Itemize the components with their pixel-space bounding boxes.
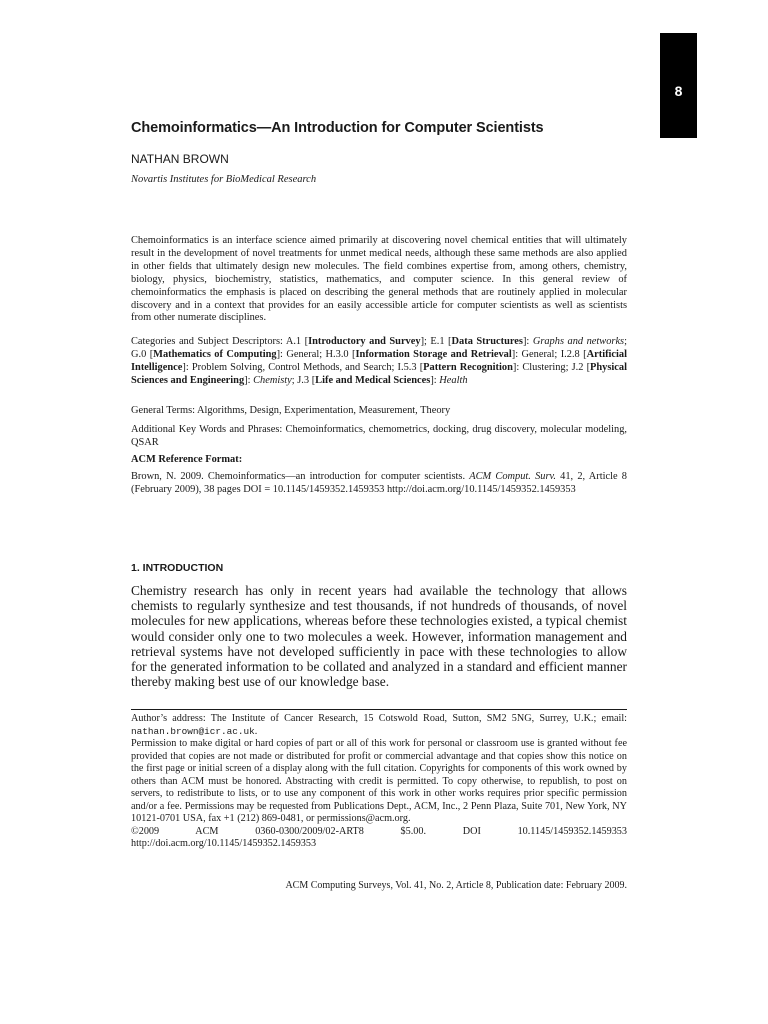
section-heading: 1. INTRODUCTION [131, 562, 224, 574]
abstract-text: Chemoinformatics is an interface science aimed primarily at discovering novel chemical entities that will ultimately result in the development of novel treatments for unmet medical needs, although these same methods are also applied in other fields that ultimately design new molecules. The field combines expertise from, among others, chemistry, biology, physics, biochemistry, statistics, mathematics, and computer science. In this general review of chemoinformatics the emphasis is placed on describing the general methods that are routinely applied in molecular discovery and in a context that provides for an easily accessible article for computer scientists as well as scientists from other numerate disciplines. [131, 235, 627, 324]
address-text: Author’s address: The Institute of Cancer Research, 15 Cotswold Road, Sutton, SM2 5NG, Surrey, U.K.; email: [131, 713, 627, 724]
category-italic: Graphs and networks [532, 336, 625, 347]
categories-text: ]: Problem Solving, Control Methods, and Search; I.5.3 [ [182, 361, 424, 373]
categories-descriptors [131, 336, 627, 388]
category-bold: Data Structures [451, 336, 523, 347]
copyright-notice: ©2009 ACM 0360-0300/2009/02-ART8 $5.00. DOI 10.1145/1459352.1459353 http://doi.acm.org/10.1145/1459352.1459353 [131, 825, 627, 849]
address-end: . [254, 725, 258, 737]
category-bold: Artificial Intelligence [131, 348, 628, 373]
key-words: Additional Key Words and Phrases: Chemoinformatics, chemometrics, docking, drug discovery, molecular modeling, QSAR [131, 424, 627, 448]
category-bold: Life and Medical Sciences [315, 374, 431, 386]
author-address [131, 713, 627, 738]
general-terms: General Terms: Algorithms, Design, Experimentation, Measurement, Theory [131, 405, 451, 416]
category-bold: Pattern Recognition [423, 361, 513, 373]
categories-text: ; J.3 [ [291, 374, 316, 386]
author-email: nathan.brown@icr.ac.uk [131, 725, 255, 737]
categories-text: ]: Clustering; J.2 [ [512, 361, 591, 373]
introduction-paragraph: Chemistry research has only in recent years had available the technology that allows chemists to regularly synthesize and test thousands, if not hundreds of thousands, of novel molecules for new applications, whereas before these technologies existed, a typical chemist would consider only one to two molecules a week. However, information management and retrieval systems have not developed sufficiently in pace with these technologies to allow for the generated information to be collated and analyzed in a standard and efficient manner thereby making best use of our knowledge base. [131, 583, 627, 690]
reference-format-citation [131, 471, 627, 497]
categories-text: Categories and Subject Descriptors: A.1 [ [131, 336, 309, 347]
reference-format-heading: ACM Reference Format: [131, 454, 243, 465]
categories-text: ]: General; H.3.0 [ [276, 348, 356, 360]
author-affiliation: Novartis Institutes for BioMedical Research [131, 174, 317, 185]
categories-text: ]: General; I.2.8 [ [511, 348, 587, 360]
footnotes [131, 713, 627, 851]
categories-text: ]; E.1 [ [420, 336, 452, 347]
category-italic: Chemisty [253, 374, 292, 386]
paper-title: Chemoinformatics—An Introduction for Computer Scientists [131, 120, 544, 136]
categories-text: ; G.0 [ [131, 336, 627, 360]
category-italic: Health [439, 374, 468, 386]
category-bold: Mathematics of Computing [153, 348, 277, 360]
category-bold: Introductory and Survey [308, 336, 421, 347]
abstract [131, 235, 627, 325]
page-number: 8 [674, 83, 683, 99]
category-bold: Information Storage and Retrieval [355, 348, 512, 360]
category-bold: Physical Sciences and Engineering [131, 361, 627, 386]
page-number-tab [660, 33, 697, 138]
citation-text: 41, 2, Article 8 (February 2009), 38 pages DOI = 10.1145/1459352.1459353 http://doi.acm.org/10.1145/1459352.1459353 [131, 471, 627, 495]
journal-footer: ACM Computing Surveys, Vol. 41, No. 2, Article 8, Publication date: February 2009. [285, 880, 627, 891]
categories-text: ]: [522, 336, 533, 347]
footnote-divider [131, 709, 627, 710]
author-name: NATHAN BROWN [131, 152, 229, 166]
categories-text: ]: [244, 374, 254, 386]
citation-text: Brown, N. 2009. Chemoinformatics—an introduction for computer scientists. [131, 471, 470, 482]
citation-journal: ACM Comput. Surv. [469, 471, 556, 482]
categories-text: ]: [430, 374, 440, 386]
permission-notice: Permission to make digital or hard copies of part or all of this work for personal or classroom use is granted without fee provided that copies are not made or distributed for profit or commercial advantage and that copies show this notice on the first page or initial screen of a display along with the full citation. Copyrights for components of this work owned by others than ACM must be honored. Abstracting with credit is permitted. To copy otherwise, to republish, to post on servers, to redistribute to lists, or to use any component of this work in other works requires prior specific permission and/or a fee. Permissions may be requested from Publications Dept., ACM, Inc., 2 Penn Plaza, Suite 701, New York, NY 10121-0701 USA, fax +1 (212) 869-0481, or permissions@acm.org. [131, 738, 627, 824]
